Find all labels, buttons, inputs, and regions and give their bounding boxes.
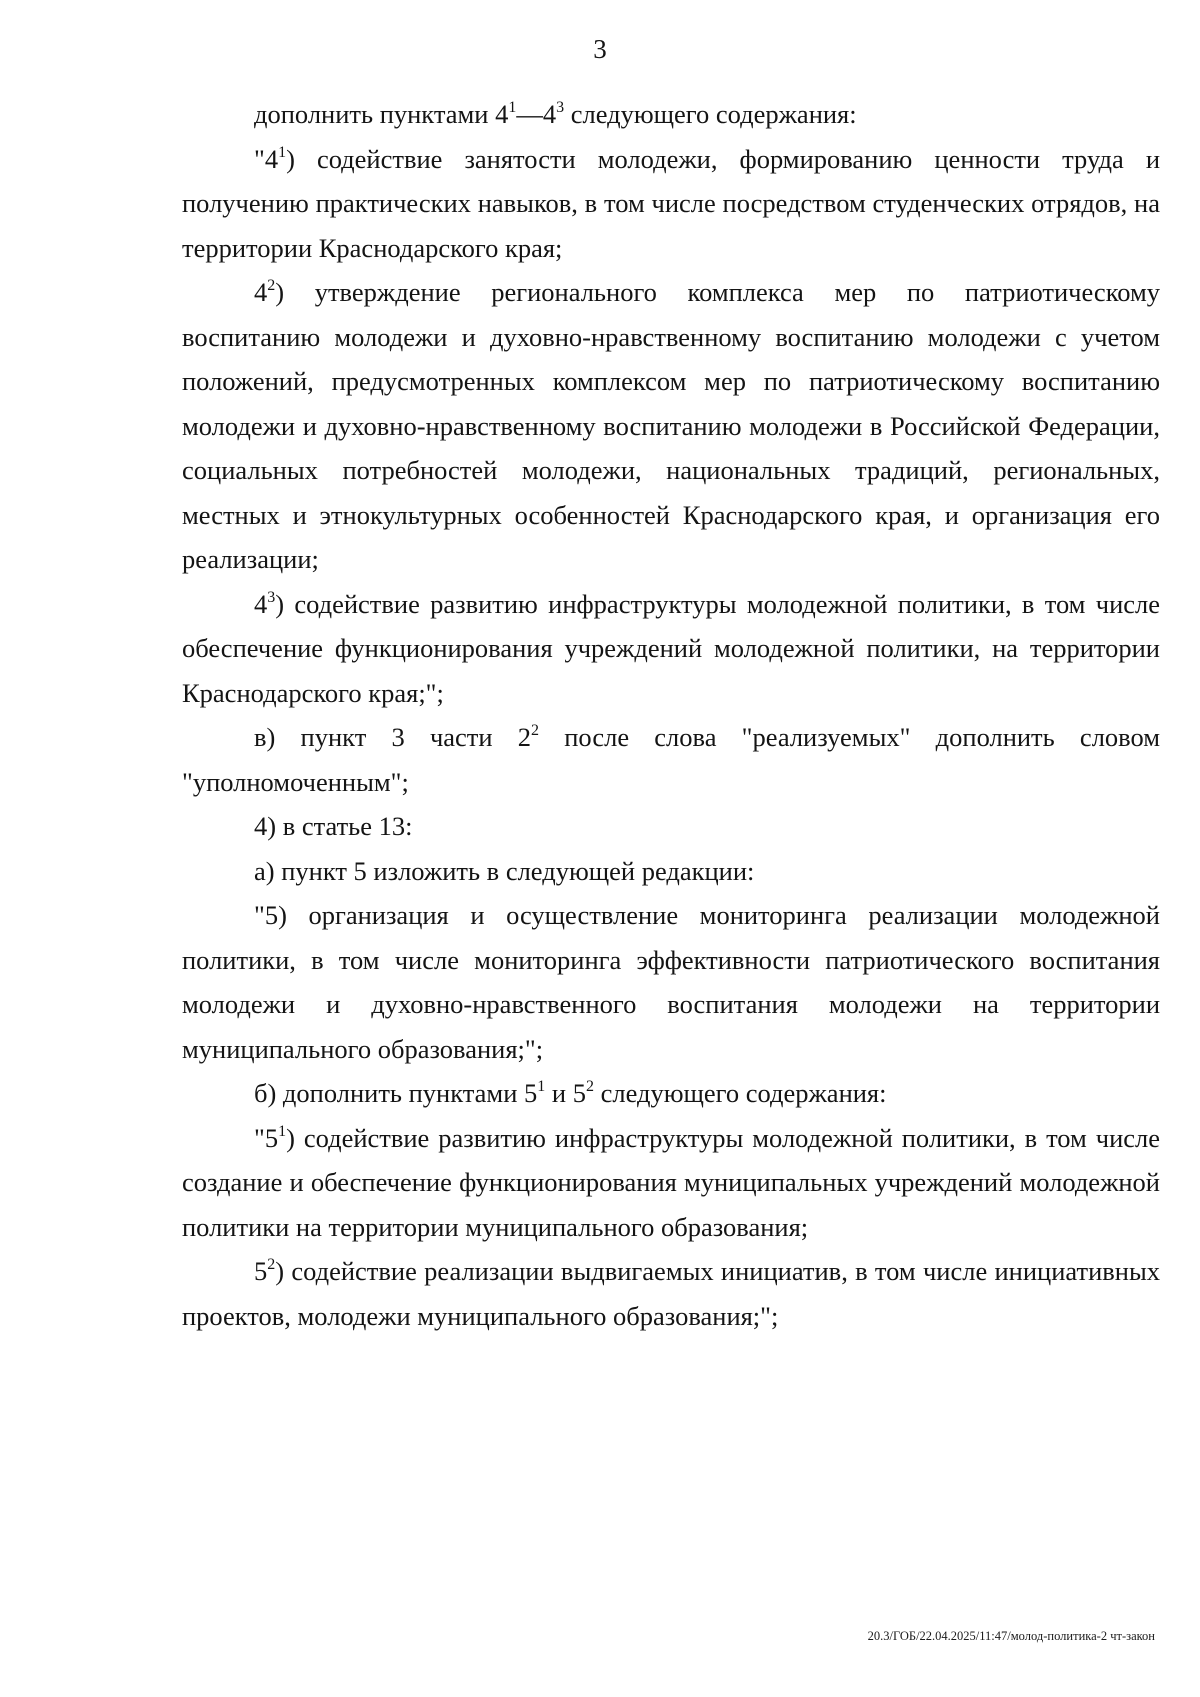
paragraph-4: $4^3$) содействие развитию инфраструктуры молодежной политики, в том числе обеспечение функционирования учреждений молодежной политики, на территории Краснодарского края;"; — [182, 588, 1160, 708]
paragraph-6: 4) в статье 13: — [254, 811, 413, 841]
paragraph-10: "$5^1$) содействие развитию инфраструктуры молодежной политики, в том числе создание и обеспечение функционирования муниципальных учреждений молодежной политики на территории муниципального образования; — [182, 1122, 1160, 1242]
paragraph-3: $4^2$) утверждение регионального комплекса мер по патриотическому воспитанию молодежи и духовно-нравственному воспитанию молодежи с учетом положений, предусмотренных комплексом мер по патриотическому воспитанию молодежи и духовно-нравственному воспитанию молодежи в Российской Федерации, социальных потребностей молодежи, национальных традиций, региональных, местных и этнокультурных особенностей Краснодарского края, и организация его реализации; — [182, 277, 1160, 574]
page-number: 3 — [593, 34, 607, 64]
document-footer-code: 20.3/ГОБ/22.04.2025/11:47/молод-политика-2 чт-закон — [867, 1629, 1155, 1643]
paragraph-2: "$4^1$) содействие занятости молодежи, формированию ценности труда и получению практических навыков, в том числе посредством студенческих отрядов, на территории Краснодарского края; — [182, 143, 1160, 263]
paragraph-8: "5) организация и осуществление мониторинга реализации молодежной политики, в том числе мониторинга эффективности патриотического воспитания молодежи и духовно-нравственного воспитания молодежи на территории муниципального образования;"; — [182, 900, 1160, 1064]
paragraph-7: а) пункт 5 изложить в следующей редакции: — [254, 855, 755, 886]
paragraph-5: в) пункт 3 части $2^2$ после слова "реализуемых" дополнить словом "уполномоченным"; — [182, 722, 1161, 797]
document-body — [182, 92, 1160, 1338]
paragraph-9: б) дополнить пунктами $5^1$ и $5^2$ следующего содержания: — [254, 1078, 887, 1108]
paragraph-11: $5^2$) содействие реализации выдвигаемых инициатив, в том числе инициативных проектов, молодежи муниципального образования;"; — [182, 1256, 1160, 1331]
paragraph-1: дополнить пунктами $4^1—4^3$ следующего содержания: — [254, 99, 857, 129]
